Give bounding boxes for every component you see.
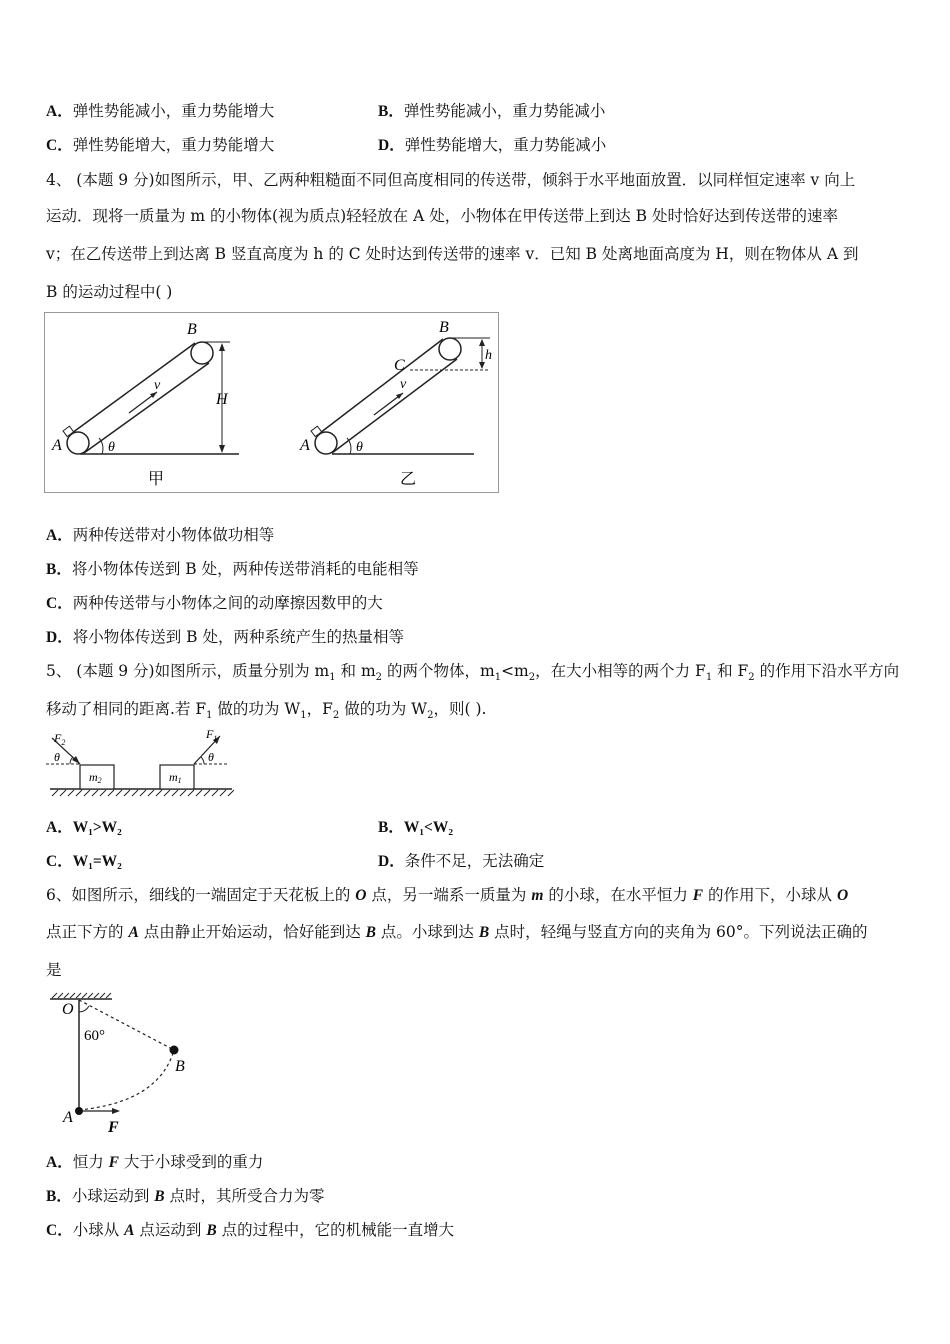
label-a: A: [63, 1109, 73, 1126]
q5-option-a: A．W₁>W₂: [46, 819, 122, 836]
q4-option-a: A．两种传送带对小物体做功相等: [46, 526, 275, 544]
q6-option-b: B．小球运动到 B 点时，其所受合力为零: [46, 1187, 325, 1205]
ceiling-hatching: [52, 993, 111, 998]
label-a-yi: A: [300, 437, 310, 454]
label-a-jia: A: [52, 437, 62, 454]
q4-conveyor-figure: [44, 312, 502, 494]
label-angle: 60°: [84, 1028, 105, 1044]
belt-top-jia: [72, 343, 195, 433]
q6-option-a: A．恒力 F 大于小球受到的重力: [46, 1153, 264, 1171]
angle-arc-right: [201, 757, 204, 764]
label-f: F: [108, 1119, 119, 1136]
q6-stem-line1: 6、如图所示，细线的一端固定于天花板上的 O 点，另一端系一质量为 m 的小球，在水平恒力 F 的作用下，小球从 O: [46, 886, 849, 904]
label-b-jia: B: [187, 321, 197, 338]
height-arrow-down-yi: [479, 362, 485, 369]
q5-option-b: B．W₁<W₂: [378, 819, 453, 836]
pulley-b-yi: [439, 338, 461, 360]
height-arrow-up-jia: [219, 343, 225, 351]
q4-option-d: D．将小物体传送到 B 处，两种系统产生的热量相等: [46, 628, 404, 646]
trajectory-arc: [79, 1050, 174, 1110]
label-theta-yi: θ: [356, 440, 363, 455]
label-v-jia: v: [154, 378, 161, 393]
q6-stem-line2: 点正下方的 A 点由静止开始运动，恰好能到达 B 点。小球到达 B 点时，轻绳与竖直方向的夹角为 60°。下列说法正确的: [46, 923, 868, 941]
q6-option-c: C．小球从 A 点运动到 B 点的过程中，它的机械能一直增大: [46, 1221, 455, 1239]
label-b: B: [175, 1058, 185, 1075]
pulley-a-yi: [315, 432, 337, 454]
q4-stem-line2: 运动．现将一质量为 m 的小物体(视为质点)轻轻放在 A 处，小物体在甲传送带上到达 B 处时恰好达到传送带的速率: [46, 207, 838, 225]
label-h-big-jia: H: [216, 391, 228, 408]
angle-arc-left: [70, 757, 73, 764]
label-b-yi: B: [439, 319, 449, 336]
label-o: O: [62, 1001, 74, 1018]
height-arrow-up-yi: [479, 339, 485, 346]
label-yi: 乙: [400, 469, 417, 488]
label-m2: m2: [89, 770, 102, 785]
label-theta-left: θ: [54, 750, 60, 764]
label-c-yi: C: [394, 357, 405, 374]
q4-stem-line4: B 的运动过程中( ): [46, 283, 173, 301]
q6-pendulum-figure: [44, 990, 214, 1136]
q5-forces-figure: [44, 728, 234, 802]
label-h-small-yi: h: [485, 348, 492, 363]
label-m1: m1: [169, 770, 182, 785]
ball-at-b: [170, 1046, 179, 1055]
pulley-b-jia: [191, 342, 213, 364]
pulley-a-jia: [67, 432, 89, 454]
ball-at-a: [75, 1107, 83, 1115]
label-theta-right: θ: [208, 750, 214, 764]
q3-option-a: A．弹性势能减小，重力势能增大: [46, 102, 275, 120]
label-f1: $F_1$: [206, 728, 218, 743]
q5-stem-line1: 5、 (本题 9 分)如图所示，质量分别为 $m_1$ 和 $m_2$ 的两个物体，$m_1<m_2$，在大小相等的两个力 $F_1$ 和 $F_2$ 的作用下沿水平方向: [46, 662, 900, 684]
ground-hatching: [52, 790, 234, 796]
q4-stem-line3: v；在乙传送带上到达离 B 竖直高度为 h 的 C 处时达到传送带的速率 v．已知 B 处离地面高度为 H，则在物体从 A 到: [46, 245, 859, 263]
label-f2: $F_2$: [54, 731, 66, 747]
q3-option-b: B．弹性势能减小，重力势能减小: [378, 102, 606, 120]
q3-option-c: C．弹性势能增大，重力势能增大: [46, 136, 275, 154]
belt-bottom-jia: [84, 363, 209, 453]
force-f-arrowhead: [112, 1108, 120, 1114]
q4-option-b: B．将小物体传送到 B 处，两种传送带消耗的电能相等: [46, 560, 419, 578]
label-theta-jia: θ: [108, 440, 115, 455]
q5-stem-line2: 移动了相同的距离.若 $F_1$ 做的功为 $W_1$，$F_2$ 做的功为 $W_2$，则( ).: [46, 700, 487, 722]
label-v-yi: v: [400, 377, 407, 392]
q4-stem-line1: 4、 (本题 9 分)如图所示，甲、乙两种粗糙面不同但高度相同的传送带，倾斜于水平地面放置．以同样恒定速率 v 向上: [46, 171, 856, 189]
q4-option-c: C．两种传送带与小物体之间的动摩擦因数甲的大: [46, 594, 383, 612]
angle-arc: [79, 1006, 89, 1012]
q6-stem-line3: 是: [46, 961, 62, 979]
q5-option-c: C．W₁=W₂: [46, 853, 122, 870]
label-jia: 甲: [148, 469, 165, 488]
height-arrow-down-jia: [219, 445, 225, 453]
q5-option-d: D．条件不足，无法确定: [378, 852, 545, 870]
belt-top-yi: [320, 339, 443, 433]
q3-option-d: D．弹性势能增大，重力势能减小: [378, 136, 607, 154]
